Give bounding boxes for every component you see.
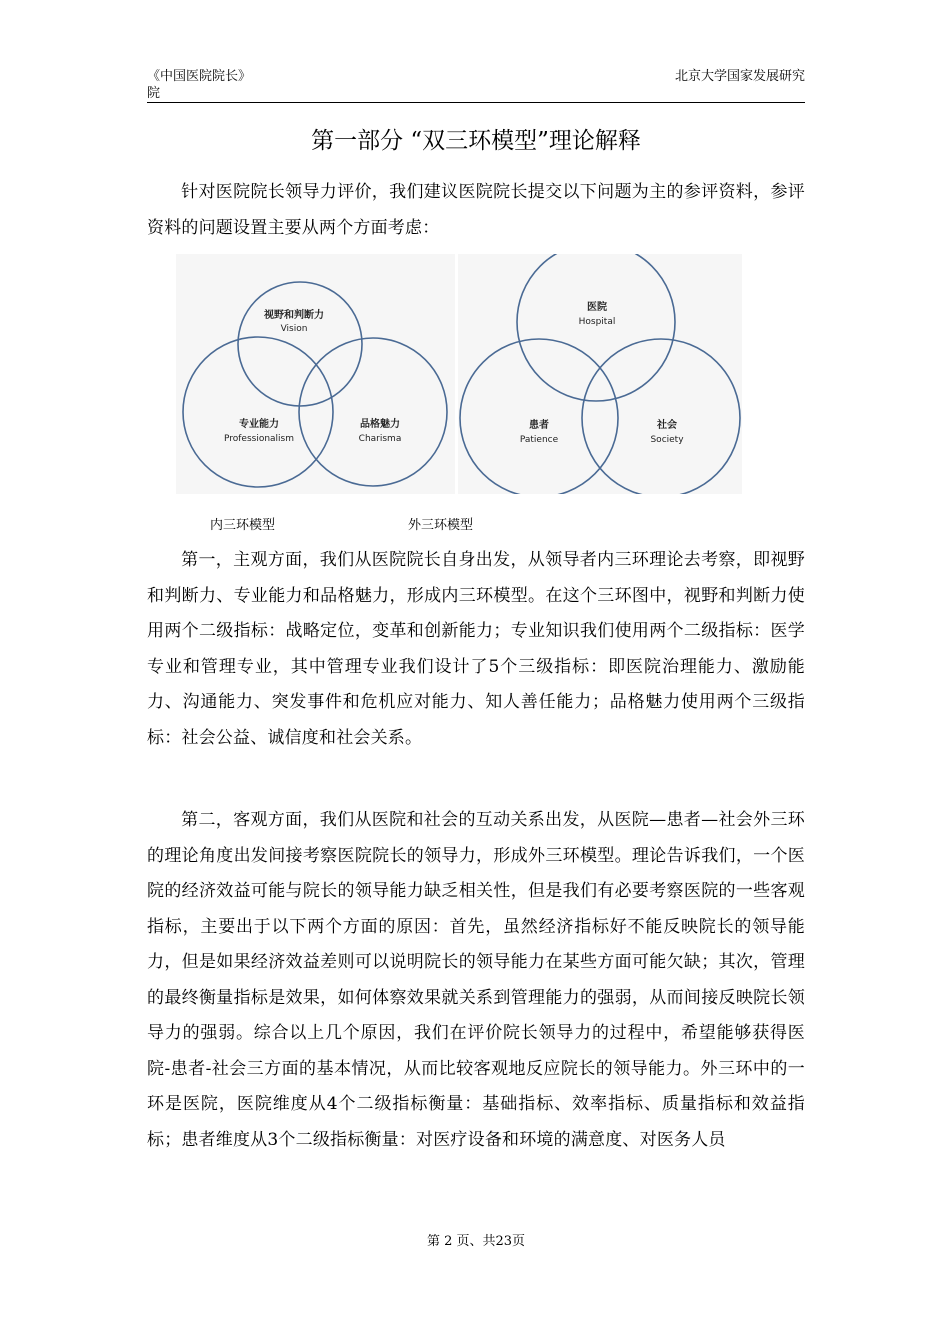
label-charisma-en: Charisma xyxy=(358,434,402,444)
section-title: 第一部分 “双三环模型”理论解释 xyxy=(311,128,641,154)
paragraph-subjective: 第一，主观方面，我们从医院院长自身出发，从领导者内三环理论去考察，即视野和判断力、专业能力和品格魅力，形成内三环模型。在这个三环图中，视野和判断力使用两个二级指标：战略定位，变革和创新能力；专业知识我们使用两个二级指标：医学专业和管理专业，其中管理专业我们设计了5个三级指标：即医院治理能力、激励能力、沟通能力、突发事件和危机应对能力、知人善任能力；品格魅力使用两个三级指标：社会公益、诚信度和社会关系。 xyxy=(147,550,805,748)
page-number: 第 2 页、共23页 xyxy=(426,1234,526,1249)
label-hospital-en: Hospital xyxy=(578,317,616,327)
header-divider xyxy=(147,102,805,103)
label-charisma-zh: 品格魅力 xyxy=(360,419,400,430)
label-patience-zh: 患者 xyxy=(529,420,549,431)
circle-professionalism xyxy=(183,337,333,487)
label-hospital-zh: 医院 xyxy=(587,302,607,313)
outer-three-ring-diagram xyxy=(458,254,742,494)
caption-inner-model: 内三环模型 xyxy=(210,518,276,533)
paragraph-intro: 针对医院院长领导力评价，我们建议医院院长提交以下问题为主的参评资料，参评资料的问题设置主要从两个方面考虑： xyxy=(147,182,805,238)
caption-outer-model: 外三环模型 xyxy=(408,518,474,533)
label-society-zh: 社会 xyxy=(657,420,677,431)
paragraph-objective: 第二，客观方面，我们从医院和社会的互动关系出发，从医院—患者—社会外三环的理论角度出发间接考察医院院长的领导力，形成外三环模型。理论告诉我们，一个医院的经济效益可能与院长的领导能力缺乏相关性，但是我们有必要考察医院的一些客观指标，主要出于以下两个方面的原因：首先，虽然经济指标好不能反映院长的领导能力，但是如果经济效益差则可以说明院长的领导能力在某些方面可能欠缺；其次，管理的最终衡量指标是效果，如何体察效果就关系到管理能力的强弱，从而间接反映院长领导力的强弱。综合以上几个原因，我们在评价院长领导力的过程中，希望能够获得医院-患者-社会三方面的基本情况，从而比较客观地反应院长的领导能力。外三环中的一环是医院，医院维度从4个二级指标衡量：基础指标、效率指标、质量指标和效益指标；患者维度从3个二级指标衡量：对医疗设备和环境的满意度、对医务人员 xyxy=(147,810,805,1150)
header-left xyxy=(147,68,447,102)
outer-venn-svg xyxy=(458,254,742,494)
label-vision-zh: 视野和判断力 xyxy=(264,310,324,321)
label-patience-en: Patience xyxy=(519,435,559,445)
header-journal-title-wrap: 院 xyxy=(147,86,161,101)
inner-venn-svg xyxy=(176,254,455,494)
header-institution: 北京大学国家发展研究 xyxy=(674,69,805,84)
label-society-en: Society xyxy=(650,435,684,445)
circle-patience xyxy=(460,339,618,494)
header-journal-title: 《中国医院院长》 xyxy=(147,69,252,84)
inner-three-ring-diagram xyxy=(176,254,455,494)
circle-society xyxy=(582,339,740,494)
label-vision-en: Vision xyxy=(280,324,308,334)
circle-hospital xyxy=(517,254,675,401)
label-professionalism-en: Professionalism xyxy=(223,434,295,444)
label-professionalism-zh: 专业能力 xyxy=(239,419,279,430)
circle-charisma xyxy=(299,338,447,486)
